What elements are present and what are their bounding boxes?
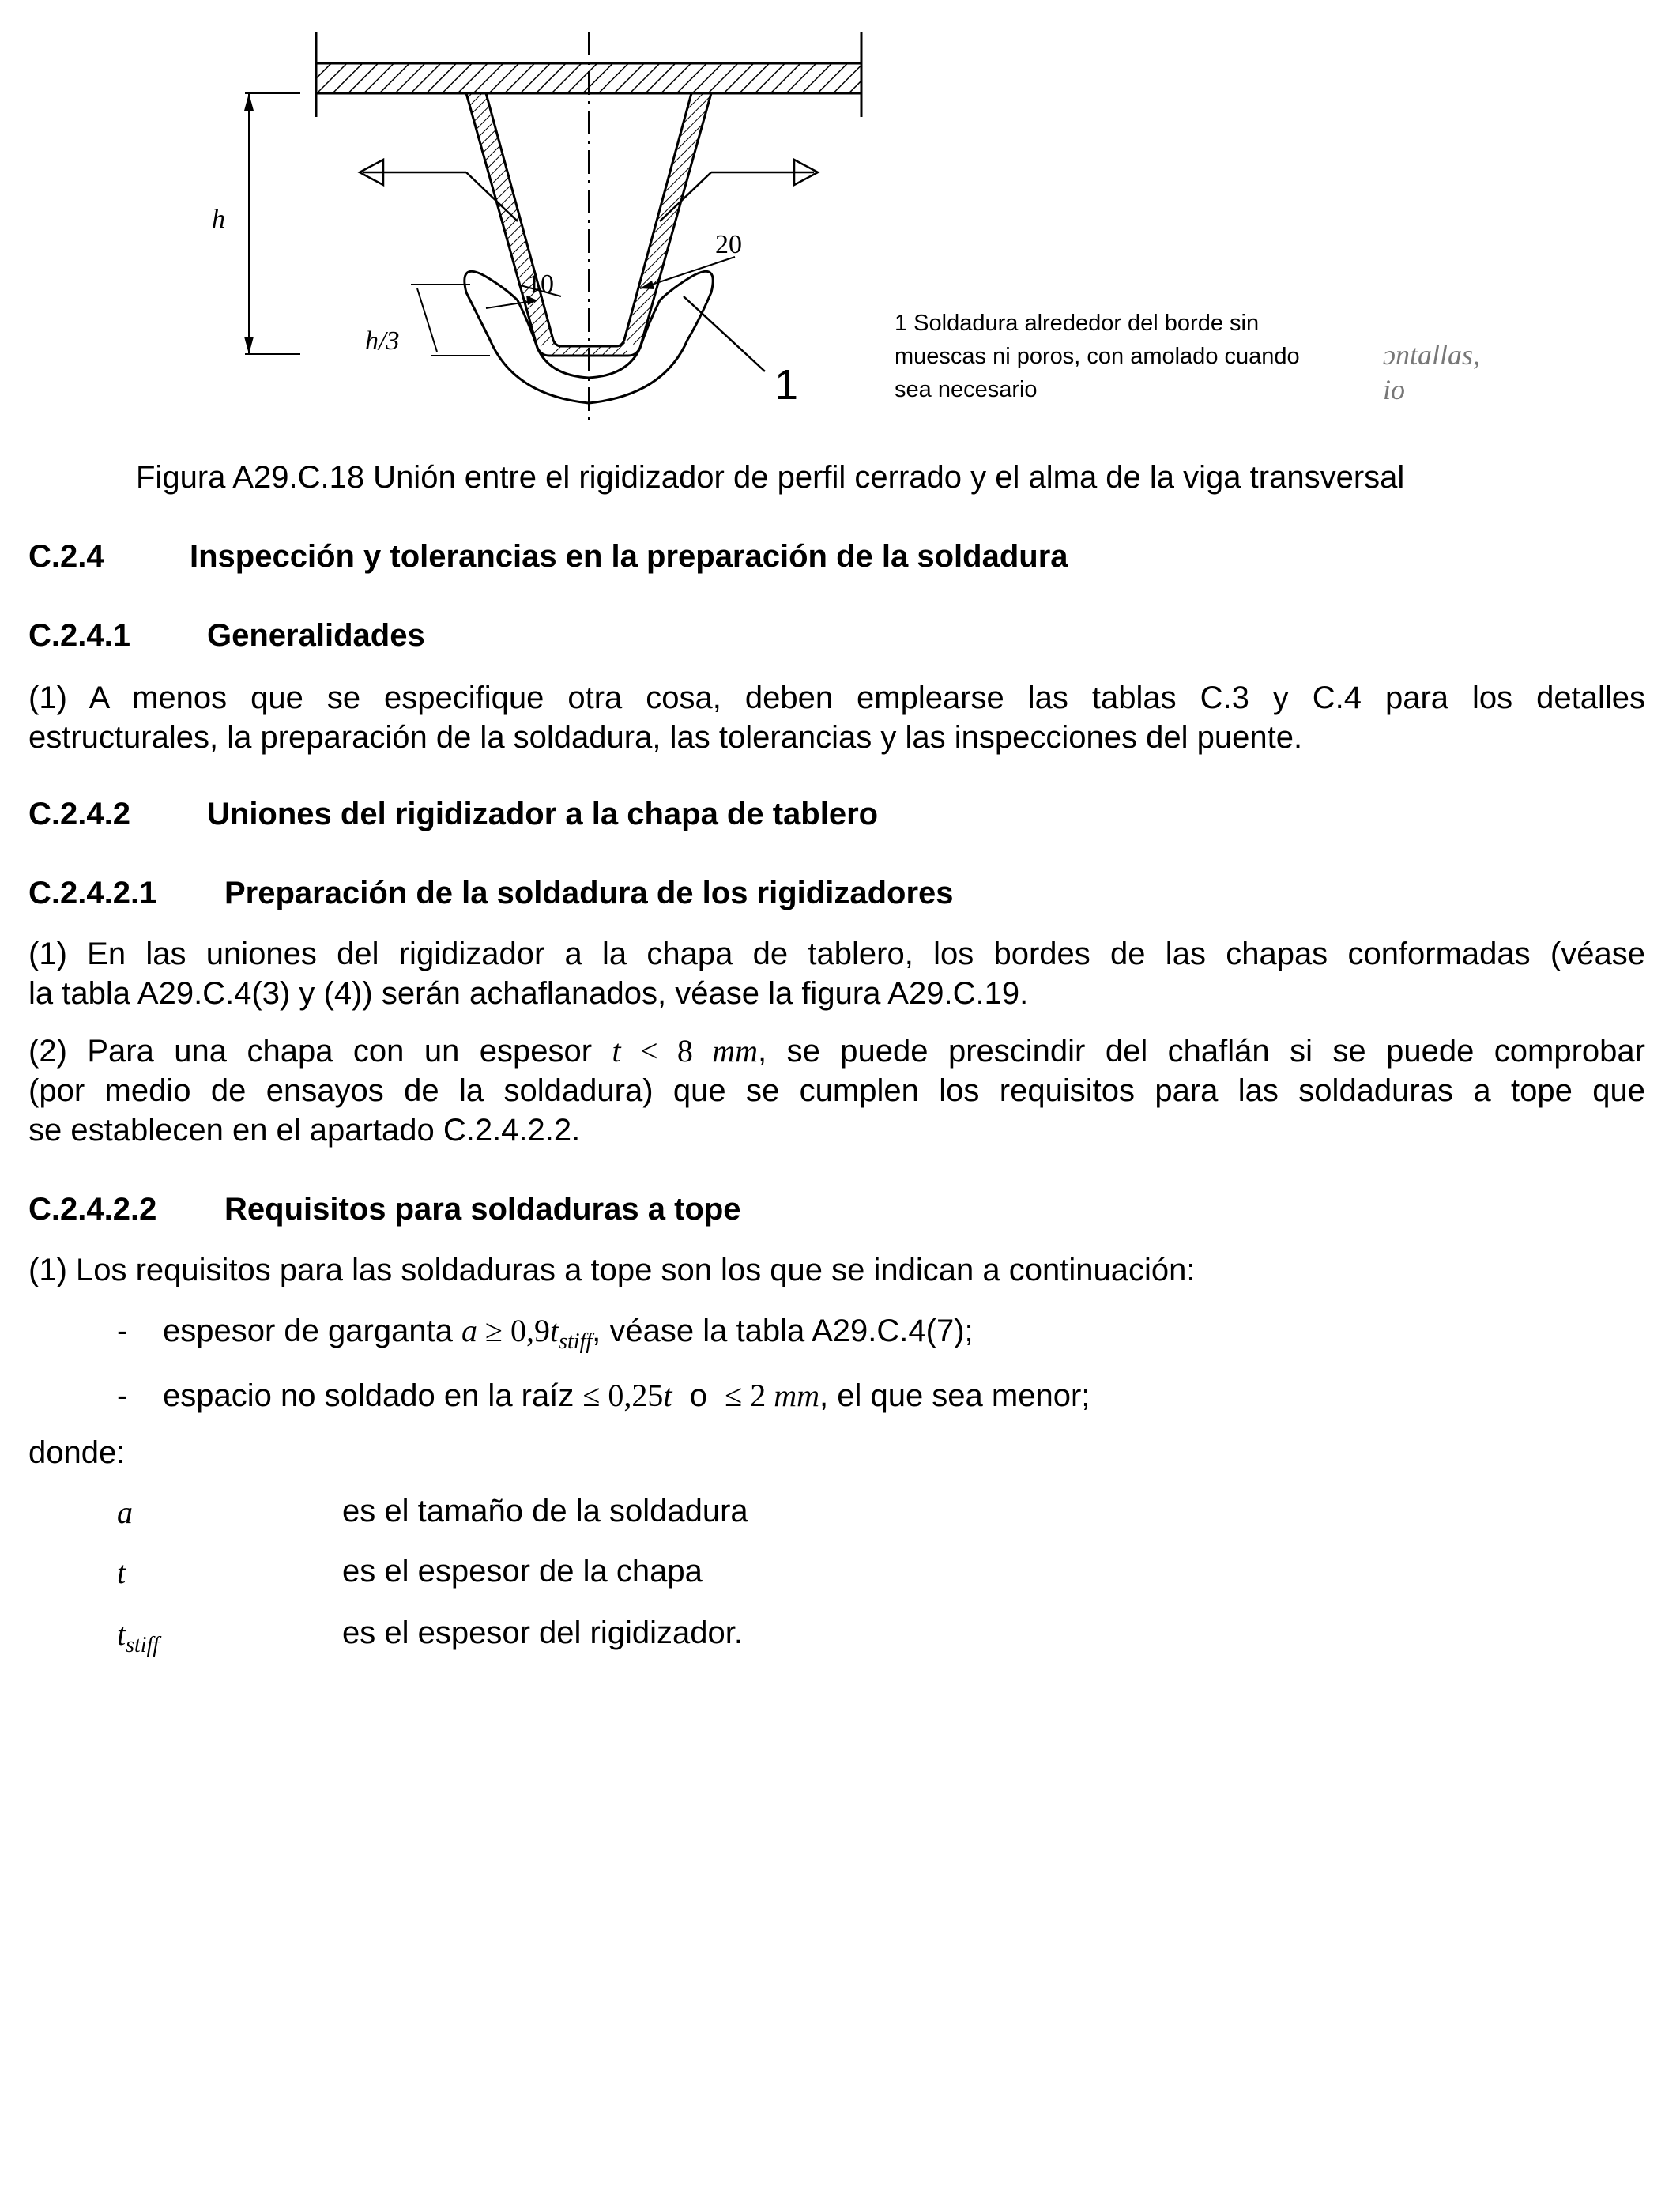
math-mm: mm [712,1033,759,1069]
figure-legend [895,307,1369,406]
section-title: Inspección y tolerancias en la preparación de la soldadura [190,539,1068,574]
paragraph-line: estructurales, la preparación de la soldadura, las tolerancias y las inspecciones del puente. [28,720,1303,755]
text: , el que sea menor; [819,1378,1090,1413]
paragraph-line [28,1031,1645,1071]
math-rel: ≥ 0,9 [477,1313,550,1348]
math-rel: ≤ 0,25 [582,1378,664,1413]
section-heading [28,797,878,832]
text: espesor de garganta [163,1314,462,1348]
definition-symbol [117,1615,159,1658]
paragraph-line: la tabla A29.C.4(3) y (4)) serán achaflanados, véase la figura A29.C.19. [28,976,1029,1011]
paragraph-line: (1) A menos que se especifique otra cosa, deben emplearse las tablas C.3 y C.4 para los detalles [28,680,1645,715]
math-t: t [117,1616,126,1652]
bullet-dash: - [117,1378,128,1413]
math-t: t [550,1313,559,1348]
math-t: t [663,1378,672,1413]
figure-caption: Figura A29.C.18 Unión entre el rigidizador de perfil cerrado y el alma de la viga transversal [136,460,1405,495]
math-t: t [612,1033,621,1069]
math-sub: stiff [126,1633,160,1657]
legend-line: sea necesario [895,377,1038,402]
text: , véase la tabla A29.C.4(7); [592,1314,974,1348]
paragraph-line: se establecen en el apartado C.2.4.2.2. [28,1113,581,1148]
label-h: h [212,205,225,234]
section-number: C.2.4.2.1 [28,876,157,910]
cutoff-text: ɔntallas, [1383,339,1480,371]
section-number: C.2.4.2 [28,797,130,831]
label-10: 10 [527,270,554,299]
definition-text: es el espesor de la chapa [342,1554,703,1589]
math-sub: stiff [559,1329,593,1354]
math-rel: < 8 [620,1033,713,1069]
definition-symbol: a [117,1495,133,1530]
section-heading [28,1192,741,1227]
height-dimension [244,93,300,354]
section-title: Preparación de la soldadura de los rigidizadores [224,876,954,910]
paragraph-line: (por medio de ensayos de la soldadura) que se cumplen los requisitos para las soldaduras a tope que [28,1073,1645,1108]
section-number: C.2.4 [28,539,104,574]
text: espacio no soldado en la raíz [163,1378,583,1413]
text: , se puede prescindir del chaflán si se puede comprobar [758,1034,1645,1069]
section-number: C.2.4.1 [28,618,130,653]
math-a: a [461,1313,478,1348]
text: (2) Para una chapa con un espesor [28,1034,612,1069]
section-heading [28,618,425,654]
definition-symbol: t [117,1555,126,1590]
paragraph-line: (1) Los requisitos para las soldaduras a tope son los que se indican a continuación: [28,1253,1196,1287]
legend-line: muescas ni poros, con amolado cuando [895,344,1300,369]
section-title: Uniones del rigidizador a la chapa de tablero [207,797,879,831]
text: o [672,1378,725,1413]
section-number: C.2.4.2.2 [28,1192,157,1227]
section-title: Requisitos para soldaduras a tope [224,1192,741,1227]
paragraph [28,678,1645,757]
bullet-item [163,1377,1090,1414]
paragraph [28,1250,1645,1290]
bullet-item [163,1312,974,1355]
donde-label: donde: [28,1435,126,1470]
math-mm: mm [774,1378,819,1413]
label-20: 20 [715,230,742,259]
paragraph-line: (1) En las uniones del rigidizador a la chapa de tablero, los bordes de las chapas conformadas (véase [28,937,1645,971]
section-title: Generalidades [207,618,425,653]
math-rel: ≤ 2 [725,1378,774,1413]
cutoff-text: io [1383,374,1406,405]
label-h3: h/3 [365,326,400,356]
leader-1 [684,296,765,371]
definition-text: es el espesor del rigidizador. [342,1615,743,1650]
paragraph [28,934,1645,1013]
label-1: 1 [774,361,799,409]
bullet-dash: - [117,1314,128,1348]
legend-line: 1 Soldadura alrededor del borde sin [895,311,1260,336]
definition-text: es el tamaño de la soldadura [342,1494,748,1529]
paragraph [28,1031,1645,1150]
section-heading [28,539,1068,575]
dimension-h3 [411,285,490,356]
section-heading [28,876,954,911]
